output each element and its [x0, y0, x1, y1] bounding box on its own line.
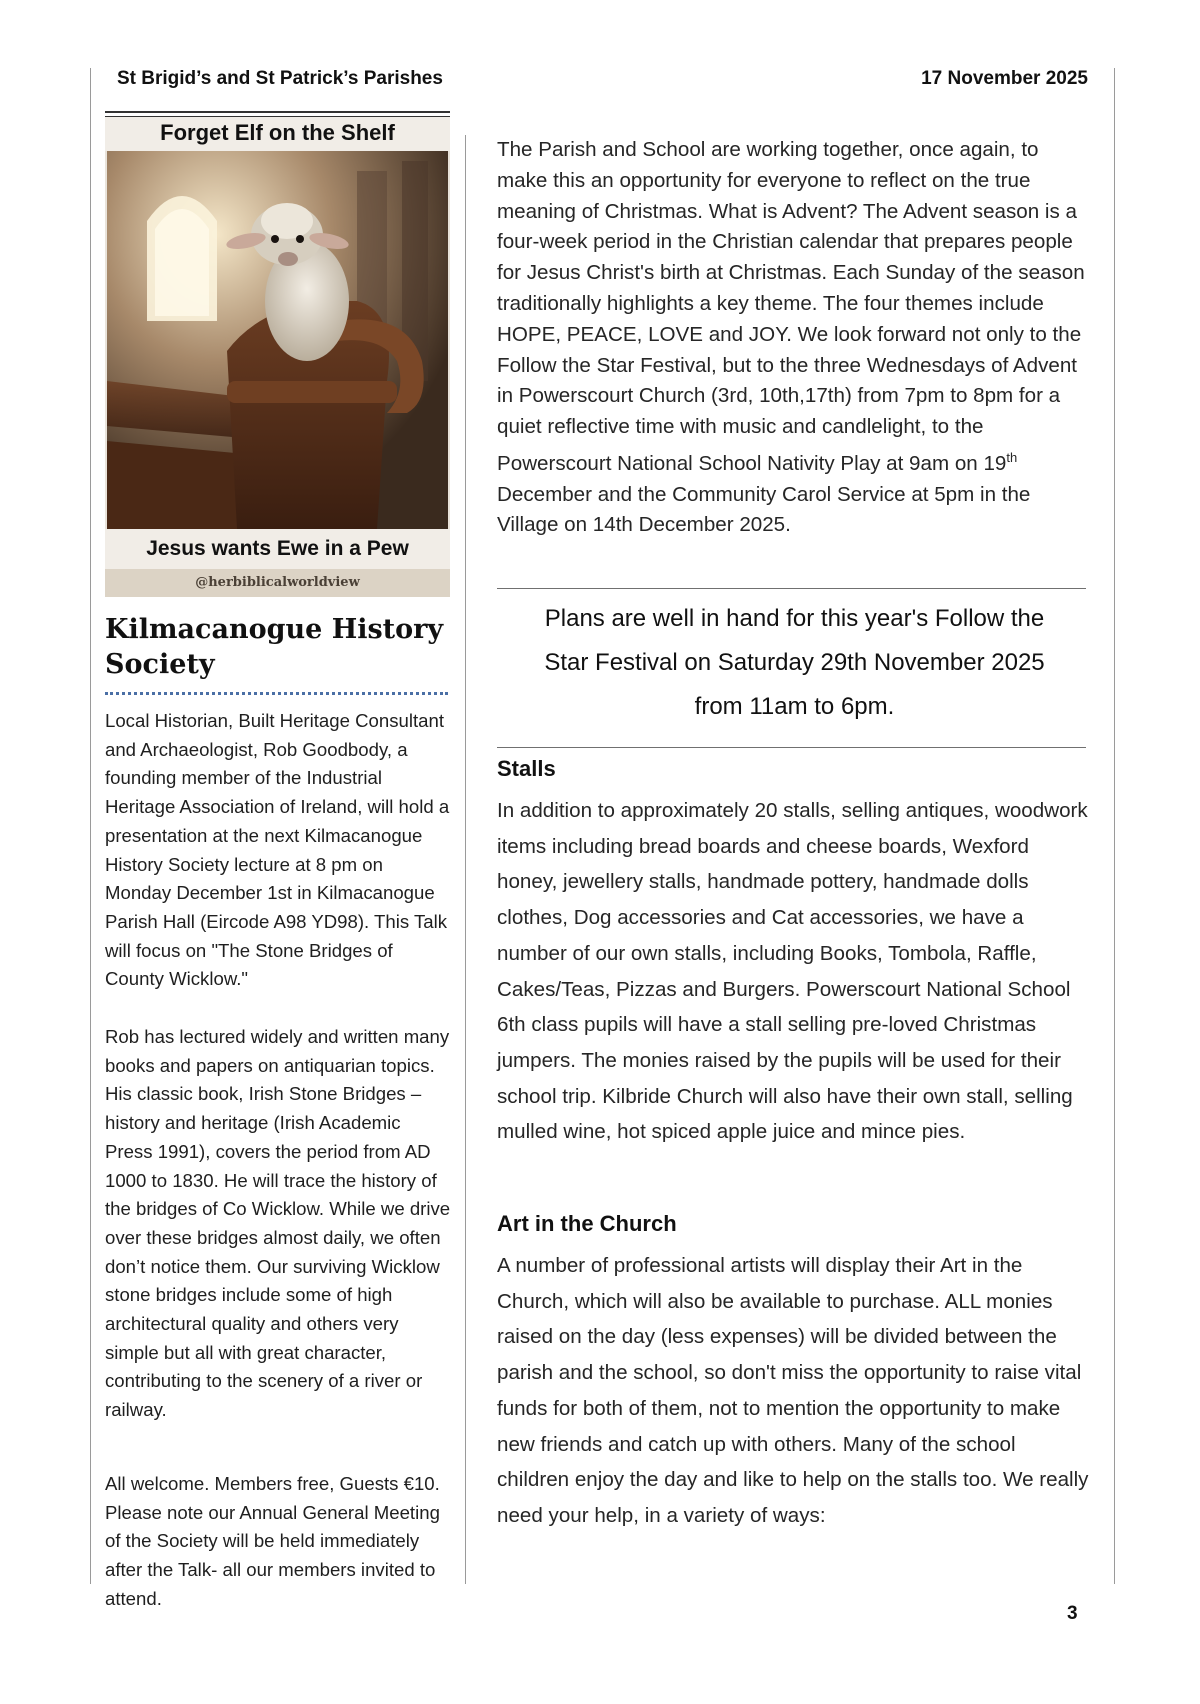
- history-paragraph-1: Local Historian, Built Heritage Consultant and Archaeologist, Rob Goodbody, a founding member of the Industrial Heritage Association of Ireland, will hold a presentation at the next Kilmacanogue History Society lecture at 8 pm on Monday December 1st in Kilmacanogue Parish Hall (Eircode A98 YD98). This Talk will focus on "The Stone Bridges of County Wicklow.": [105, 710, 450, 990]
- poster-image: [105, 117, 450, 597]
- poster-caption: Jesus wants Ewe in a Pew: [146, 537, 409, 560]
- festival-line-1: Plans are well in hand for this year's Follow the: [544, 605, 1045, 632]
- advent-paragraph: [497, 135, 1092, 541]
- festival-line-3: from 11am to 6pm.: [694, 693, 895, 720]
- art-heading: Art in the Church: [497, 1211, 677, 1236]
- advent-superscript: th: [1006, 449, 1018, 465]
- right-margin-line: [1114, 68, 1115, 1584]
- section-rule-top: [497, 588, 1086, 589]
- history-paragraph-3: All welcome. Members free, Guests €10. Please note our Annual General Meeting of the Society will be held immediately after the Talk- all our members invited to attend.: [105, 1473, 440, 1609]
- stalls-heading: Stalls: [497, 756, 556, 781]
- left-margin-line: [90, 68, 91, 1584]
- page-number: 3: [1067, 1603, 1078, 1624]
- stalls-paragraph: In addition to approximately 20 stalls, selling antiques, woodwork items including bread boards and cheese boards, Wexford honey, jewellery stalls, handmade pottery, handmade dolls clothes, Dog accessories and Cat accessories, we have a number of our own stalls, including Books, Tombola, Raffle, Cakes/Teas, Pizzas and Burgers. Powerscourt National School 6th class pupils will have a stall selling pre-loved Christmas jumpers. The monies raised by the pupils will be used for their school trip. Kilbride Church will also have their own stall, selling mulled wine, hot spiced apple juice and mince pies.: [497, 799, 1088, 1144]
- history-paragraph-2: Rob has lectured widely and written many books and papers on antiquarian topics. His classic book, Irish Stone Bridges – history and heritage (Irish Academic Press 1991), covers the period from AD 1000 to 1830. He will trace the history of the bridges of Co Wicklow. While we drive over these bridges almost daily, we often don’t notice them. Our surviving Wicklow stone bridges include some of high architectural quality and others very simple but all with great character, contributing to the scenery of a river or railway.: [105, 1026, 451, 1421]
- advent-text-before: The Parish and School are working together, once again, to make this an opportunity for everyone to reflect on the true meaning of Christmas. What is Advent? The Advent season is a four-week period in the Christian calendar that prepares people for Jesus Christ's birth at Christmas. Each Sunday of the season traditionally highlights a key theme. The four themes include HOPE, PEACE, LOVE and JOY. We look forward not only to the Follow the Star Festival, but to the three Wednesdays of Advent in Powerscourt Church (3rd, 10th,17th) from 7pm to 8pm for a quiet reflective time with music and candlelight, to the Powerscourt National School Nativity Play at 9am on 19: [497, 138, 1085, 475]
- festival-announcement: [497, 597, 1092, 729]
- poster-handle-band: [105, 569, 450, 597]
- advent-text-after: December and the Community Carol Service at 5pm in the Village on 14th December 2025.: [497, 482, 1031, 537]
- art-paragraph: A number of professional artists will display their Art in the Church, which will also be available to purchase. ALL monies raised on the day (less expenses) will be divided between the parish and the school, so don't miss the opportunity to raise vital funds for both of them, not to mention the opportunity to make new friends and catch up with others. Many of the school children enjoy the day and like to help on the stalls too. We really need your help, in a variety of ways:: [497, 1254, 1089, 1527]
- poster-handle: @herbiblicalworldview: [195, 575, 360, 590]
- parish-name: St Brigid’s and St Patrick’s Parishes: [117, 68, 443, 89]
- history-society-title: Kilmacanogue History Society: [105, 614, 444, 680]
- sheep-in-pew-photo: [107, 151, 448, 529]
- poster-title: Forget Elf on the Shelf: [160, 120, 395, 145]
- poster-caption-band: [105, 529, 450, 569]
- column-divider-line: [465, 135, 466, 1584]
- section-rule-bottom: [497, 747, 1086, 748]
- festival-line-2: Star Festival on Saturday 29th November 2025: [544, 649, 1045, 676]
- newsletter-date: 17 November 2025: [921, 68, 1088, 89]
- dotted-rule: [105, 692, 448, 695]
